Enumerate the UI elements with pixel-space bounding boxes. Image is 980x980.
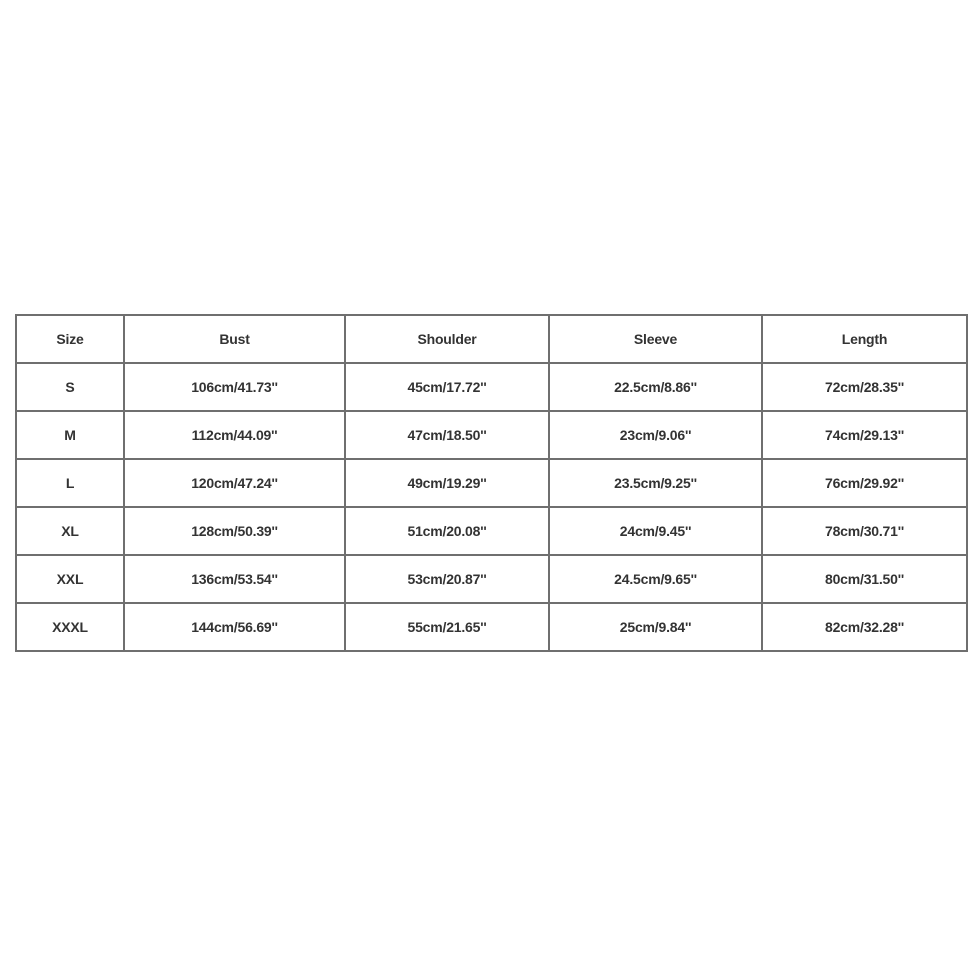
- bust-cell: 128cm/50.39'': [124, 507, 345, 555]
- size-cell: XL: [16, 507, 124, 555]
- shoulder-cell: 49cm/19.29'': [345, 459, 549, 507]
- header-size: Size: [16, 315, 124, 363]
- bust-cell: 120cm/47.24'': [124, 459, 345, 507]
- table-row: [16, 411, 967, 459]
- size-cell: XXL: [16, 555, 124, 603]
- length-cell: 80cm/31.50'': [762, 555, 967, 603]
- shoulder-cell: 55cm/21.65'': [345, 603, 549, 651]
- shoulder-cell: 47cm/18.50'': [345, 411, 549, 459]
- bust-cell: 106cm/41.73'': [124, 363, 345, 411]
- header-length: Length: [762, 315, 967, 363]
- header-bust: Bust: [124, 315, 345, 363]
- length-cell: 78cm/30.71'': [762, 507, 967, 555]
- sleeve-cell: 24.5cm/9.65'': [549, 555, 762, 603]
- size-chart-table: [15, 314, 968, 652]
- sleeve-cell: 23.5cm/9.25'': [549, 459, 762, 507]
- shoulder-cell: 45cm/17.72'': [345, 363, 549, 411]
- bust-cell: 136cm/53.54'': [124, 555, 345, 603]
- bust-cell: 144cm/56.69'': [124, 603, 345, 651]
- table-row: [16, 603, 967, 651]
- header-sleeve: Sleeve: [549, 315, 762, 363]
- size-cell: L: [16, 459, 124, 507]
- size-cell: M: [16, 411, 124, 459]
- sleeve-cell: 25cm/9.84'': [549, 603, 762, 651]
- length-cell: 72cm/28.35'': [762, 363, 967, 411]
- table-row: [16, 555, 967, 603]
- header-row: [16, 315, 967, 363]
- length-cell: 74cm/29.13'': [762, 411, 967, 459]
- table-row: [16, 363, 967, 411]
- table-row: [16, 459, 967, 507]
- shoulder-cell: 53cm/20.87'': [345, 555, 549, 603]
- length-cell: 76cm/29.92'': [762, 459, 967, 507]
- size-cell: XXXL: [16, 603, 124, 651]
- table-row: [16, 507, 967, 555]
- sleeve-cell: 22.5cm/8.86'': [549, 363, 762, 411]
- header-shoulder: Shoulder: [345, 315, 549, 363]
- sleeve-cell: 24cm/9.45'': [549, 507, 762, 555]
- sleeve-cell: 23cm/9.06'': [549, 411, 762, 459]
- size-cell: S: [16, 363, 124, 411]
- length-cell: 82cm/32.28'': [762, 603, 967, 651]
- shoulder-cell: 51cm/20.08'': [345, 507, 549, 555]
- bust-cell: 112cm/44.09'': [124, 411, 345, 459]
